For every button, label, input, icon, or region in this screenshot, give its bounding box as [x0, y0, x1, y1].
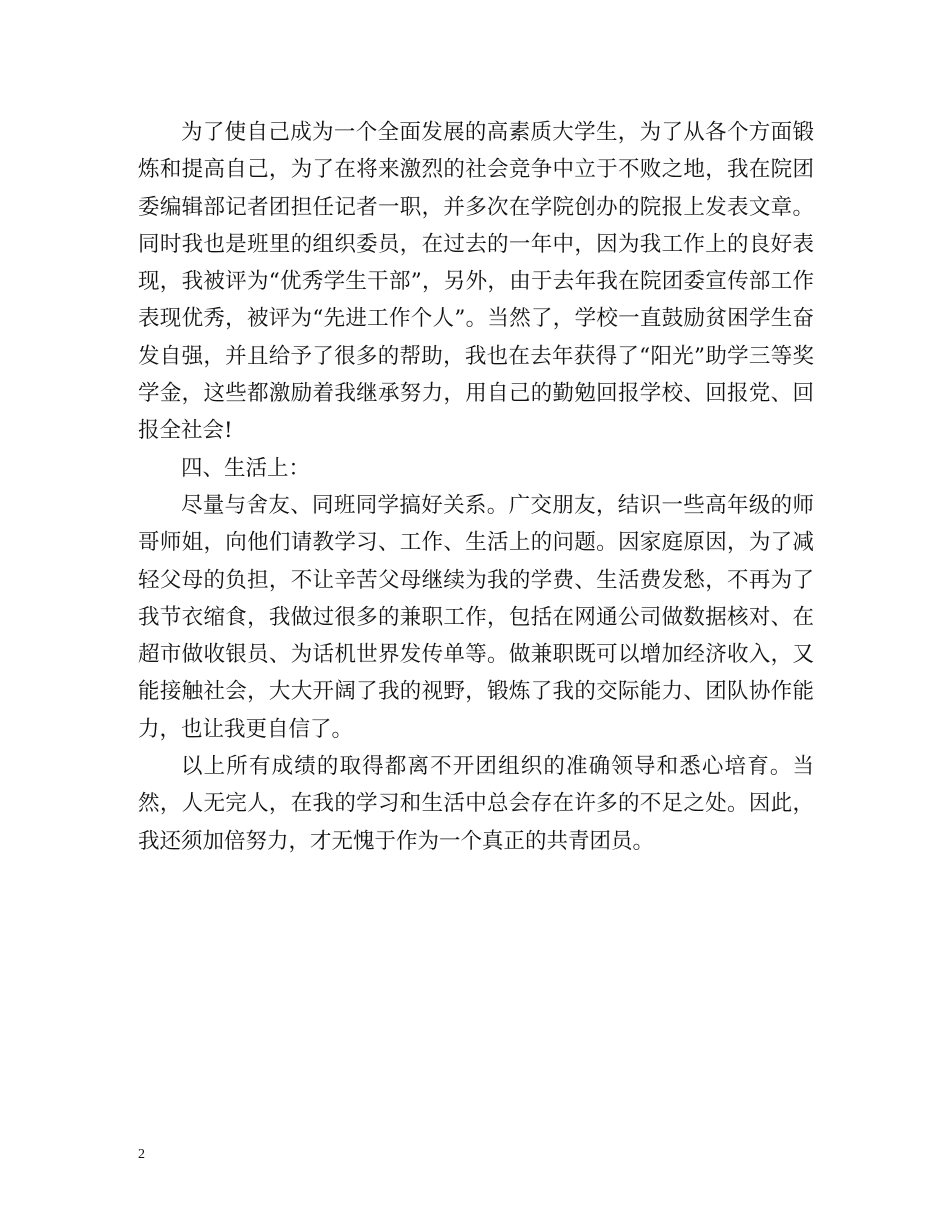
paragraph-life: 尽量与舍友、同班同学搞好关系。广交朋友，结识一些高年级的师哥师姐，向他们请教学习、工作、生活上的问题。因家庭原因，为了减轻父母的负担，不让辛苦父母继续为我的学费、生活费发愁，不再为了我节衣缩食，我做过很多的兼职工作，包括在网通公司做数据核对、在超市做收银员、为话机世界发传单等。做兼职既可以增加经济收入，又能接触社会，大大开阔了我的视野，锻炼了我的交际能力、团队协作能力，也让我更自信了。 — [138, 492, 814, 742]
section-heading-life: 四、生活上： — [181, 455, 311, 481]
paragraph-achievements: 为了使自己成为一个全面发展的高素质大学生，为了从各个方面锻炼和提高自己，为了在将来激烈的社会竞争中立于不败之地，我在院团委编辑部记者团担任记者一职，并多次在学院创办的院报上发表文章。同时我也是班里的组织委员，在过去的一年中，因为我工作上的良好表现，我被评为“优秀学生干部”，另外，由于去年我在院团委宣传部工作表现优秀，被评为“先进工作个人”。当然了，学校一直鼓励贫困学生奋发自强，并且给予了很多的帮助，我也在去年获得了“阳光”助学三等奖学金，这些都激励着我继承努力，用自己的勤勉回报学校、回报党、回报全社会! — [138, 120, 814, 444]
document-body — [138, 114, 814, 860]
paragraph-conclusion: 以上所有成绩的取得都离不开团组织的准确领导和悉心培育。当然，人无完人，在我的学习和生活中总会存在许多的不足之处。因此，我还须加倍努力，才无愧于作为一个真正的共青团员。 — [138, 754, 814, 854]
page-number: 2 — [138, 1147, 145, 1162]
